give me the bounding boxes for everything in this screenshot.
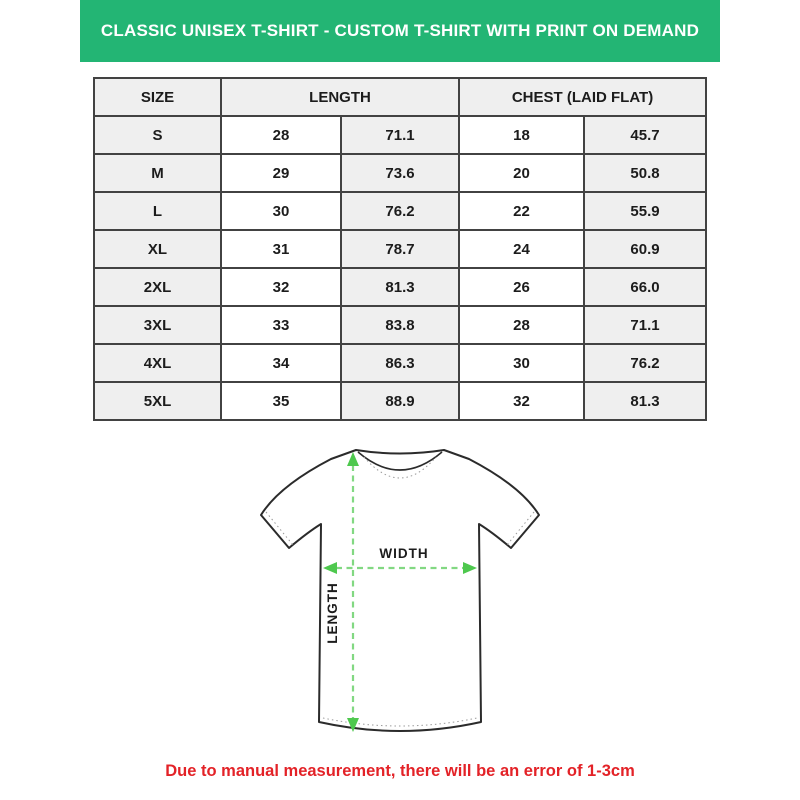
cell-chest-in: 32 (459, 382, 584, 420)
cell-length-in: 29 (221, 154, 341, 192)
cell-length-cm: 71.1 (341, 116, 459, 154)
cell-chest-in: 26 (459, 268, 584, 306)
cell-chest-in: 18 (459, 116, 584, 154)
table-row (94, 344, 706, 382)
cell-length-in: 32 (221, 268, 341, 306)
cell-size: XL (94, 230, 221, 268)
table-row (94, 192, 706, 230)
size-chart-table (93, 77, 707, 421)
cell-length-in: 28 (221, 116, 341, 154)
tshirt-diagram (240, 440, 560, 745)
cell-size: 3XL (94, 306, 221, 344)
tshirt-outline (261, 450, 539, 731)
cell-chest-in: 24 (459, 230, 584, 268)
cell-chest-in: 28 (459, 306, 584, 344)
table-row (94, 306, 706, 344)
cell-length-in: 35 (221, 382, 341, 420)
cell-chest-cm: 55.9 (584, 192, 706, 230)
cell-chest-cm: 71.1 (584, 306, 706, 344)
cell-chest-cm: 66.0 (584, 268, 706, 306)
cell-length-cm: 76.2 (341, 192, 459, 230)
tshirt-svg (240, 440, 560, 745)
header-length: LENGTH (221, 78, 459, 116)
title-banner (80, 0, 720, 62)
cell-chest-cm: 81.3 (584, 382, 706, 420)
cell-size: L (94, 192, 221, 230)
cell-chest-cm: 76.2 (584, 344, 706, 382)
cell-length-cm: 73.6 (341, 154, 459, 192)
page-title: CLASSIC UNISEX T-SHIRT - CUSTOM T-SHIRT WITH PRINT ON DEMAND (100, 21, 700, 40)
table-row (94, 230, 706, 268)
cell-chest-cm: 45.7 (584, 116, 706, 154)
cell-length-cm: 88.9 (341, 382, 459, 420)
cell-size: S (94, 116, 221, 154)
table-row (94, 382, 706, 420)
table-row (94, 268, 706, 306)
cell-length-cm: 86.3 (341, 344, 459, 382)
cell-chest-cm: 60.9 (584, 230, 706, 268)
cell-chest-in: 20 (459, 154, 584, 192)
cell-length-cm: 81.3 (341, 268, 459, 306)
header-chest: CHEST (LAID FLAT) (459, 78, 706, 116)
cell-size: 2XL (94, 268, 221, 306)
cell-length-in: 34 (221, 344, 341, 382)
table-header-row (94, 78, 706, 116)
cell-length-cm: 78.7 (341, 230, 459, 268)
cell-chest-in: 22 (459, 192, 584, 230)
measurement-note: Due to manual measurement, there will be an error of 1-3cm (165, 762, 635, 780)
table-row (94, 154, 706, 192)
cell-length-in: 31 (221, 230, 341, 268)
header-size: SIZE (94, 78, 221, 116)
length-label: LENGTH (325, 582, 340, 644)
width-label: WIDTH (379, 546, 429, 561)
cell-length-in: 33 (221, 306, 341, 344)
cell-size: 5XL (94, 382, 221, 420)
table-row (94, 116, 706, 154)
cell-size: 4XL (94, 344, 221, 382)
cell-length-in: 30 (221, 192, 341, 230)
cell-length-cm: 83.8 (341, 306, 459, 344)
cell-chest-cm: 50.8 (584, 154, 706, 192)
cell-chest-in: 30 (459, 344, 584, 382)
cell-size: M (94, 154, 221, 192)
